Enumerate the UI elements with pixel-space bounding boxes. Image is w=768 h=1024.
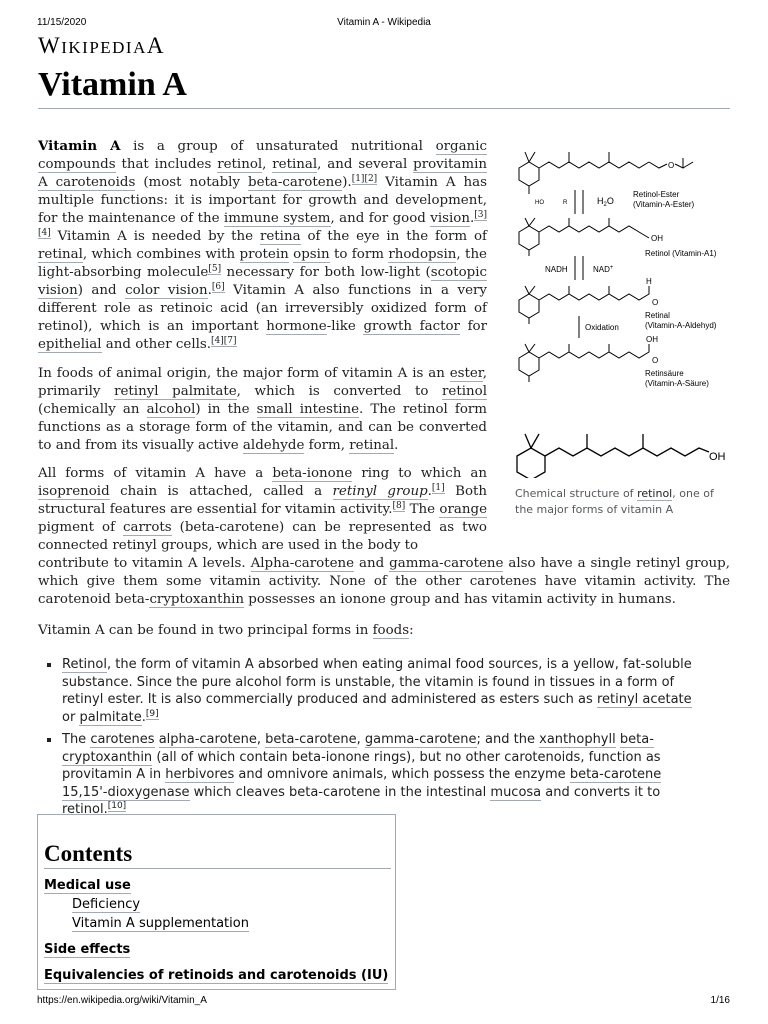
link-retina[interactable]: retina	[259, 229, 301, 244]
text: The	[62, 732, 91, 747]
link-orange[interactable]: orange	[439, 502, 487, 517]
toc-label: Medical use	[44, 878, 131, 893]
link-scotopic-vision[interactable]: scotopic vision	[38, 265, 487, 298]
text: , one of the major forms of vitamin A	[515, 487, 714, 516]
print-date: 11/15/2020	[37, 17, 87, 28]
link-color-vision[interactable]: color vision	[125, 283, 208, 298]
toc-label: Side effects	[44, 942, 131, 957]
print-header	[0, 17, 768, 31]
figure-label: NAD	[593, 265, 610, 274]
text: ,	[256, 732, 266, 747]
text: Vitamin A can be found in two principal forms in	[38, 623, 373, 638]
figure-label: O	[606, 196, 614, 206]
ref-3[interactable]: [3]	[474, 210, 487, 220]
ref-5[interactable]: [5]	[208, 264, 222, 274]
text: , the light-absorbing molecule	[38, 247, 487, 280]
text: (beta-carotene) can be represented as two connected retinyl groups, which are used in the body to	[38, 520, 487, 553]
link-beta-ionone[interactable]: beta-ionone	[272, 466, 353, 481]
ref-9[interactable]: [9]	[145, 708, 159, 719]
text: .	[207, 283, 212, 298]
figure-label: O	[652, 298, 659, 307]
figure-label	[593, 265, 614, 274]
link-alpha-carotene[interactable]: Alpha-carotene	[250, 556, 355, 571]
text: ,	[262, 157, 273, 172]
link-dioxygenase[interactable]: beta-carotene 15,15'-dioxygenase	[62, 767, 662, 800]
text: and	[354, 556, 390, 571]
text: (all of which contain beta-ionone rings), but no other carotenoids, function as provitamin A in	[62, 749, 661, 782]
page-title: Vitamin A	[38, 66, 187, 103]
text: and other cells.	[101, 337, 212, 352]
wikipedia-logo[interactable]	[38, 33, 165, 59]
text: pigment of	[38, 520, 124, 535]
text: ; and the	[476, 732, 540, 747]
bullet-icon	[47, 738, 51, 742]
list-item	[38, 731, 693, 819]
toc-item-supplementation[interactable]	[44, 914, 389, 933]
text: necessary for both low-light (	[221, 265, 431, 280]
link-cryptoxanthin[interactable]: cryptoxanthin	[149, 592, 244, 607]
bullet-icon	[47, 663, 51, 667]
logo-letter-a: A	[146, 33, 165, 58]
text: chain is attached, called a	[109, 484, 333, 499]
ref-1[interactable]: [1]	[431, 483, 445, 493]
link-alcohol[interactable]: alcohol	[146, 402, 196, 417]
link-retinal[interactable]: retinal	[38, 247, 83, 262]
link-rhodopsin[interactable]: rhodopsin	[388, 247, 457, 262]
link-beta-cryptoxanthin[interactable]: beta-cryptoxanthin	[62, 732, 654, 765]
text: :	[409, 623, 414, 638]
ref-7[interactable]: [7]	[223, 336, 237, 346]
figure-label: OH	[646, 335, 658, 344]
figure-label: R	[563, 200, 568, 206]
toc-label: Deficiency	[72, 897, 141, 912]
text: Both structural features are essential for vitamin activity.	[38, 484, 488, 517]
text: , primarily	[38, 366, 487, 399]
figure-label: (Vitamin-A-Säure)	[645, 379, 709, 388]
text: ) in the	[195, 402, 257, 417]
link-herbivores[interactable]: herbivores	[165, 767, 235, 782]
link-aldehyde[interactable]: aldehyde	[242, 438, 305, 453]
text: .	[427, 484, 432, 499]
link-carrots[interactable]: carrots	[123, 520, 172, 535]
figure-caption	[515, 486, 730, 518]
ref-8[interactable]: [8]	[392, 501, 406, 511]
ref-2[interactable]: [2]	[364, 174, 378, 184]
intro-paragraph	[38, 137, 487, 354]
figure-label: O	[652, 356, 659, 365]
link-organic-compounds[interactable]: organic compounds	[38, 139, 487, 172]
text: , the form of vitamin A absorbed when eating animal food sources, is a yellow, fat-soluble substance. Since the pure alcohol form is unstable, the vitamin is found in tissues in a form of retinyl ester. It is also commercially produced and administered as esters such as	[62, 657, 692, 707]
text: . The retinol form functions as a storage form of the vitamin, and can be converted to and from its visually active	[38, 402, 487, 453]
ref-4[interactable]: [4]	[211, 336, 224, 346]
link-small-intestine[interactable]: small intestine	[256, 402, 360, 417]
text: that includes	[115, 157, 218, 172]
text: ) and	[77, 283, 126, 298]
figure-label: Retinol (Vitamin-A1)	[645, 249, 717, 258]
link-ester[interactable]: ester	[449, 366, 483, 381]
link-vision[interactable]: vision	[430, 211, 470, 226]
figure-label: H	[597, 196, 604, 206]
logo-letter-w: W	[38, 33, 62, 58]
text: (chemically an	[38, 402, 147, 417]
paragraph-narrow-part	[38, 465, 487, 555]
link-gamma-carotene[interactable]: gamma-carotene	[364, 732, 477, 747]
toc-label: Vitamin A supplementation	[72, 916, 249, 931]
toc-item-medical-use[interactable]	[44, 876, 389, 895]
text: , which is converted to	[236, 384, 443, 399]
retinoic-acid-molecule	[519, 344, 649, 382]
figure-label: Oxidation	[585, 323, 619, 332]
figure-label: 2	[603, 202, 607, 208]
text: is a group of unsaturated nutritional	[120, 139, 436, 154]
title-divider	[38, 108, 730, 109]
list-item	[38, 656, 693, 726]
text: Vitamin A is needed by the	[50, 229, 260, 244]
text: The	[405, 502, 440, 517]
logo-letters: IKIPEDIA	[61, 38, 147, 57]
text: contribute to vitamin A levels.	[38, 556, 251, 571]
chemical-structures-figure[interactable]	[505, 138, 735, 478]
link-retinol[interactable]: retinol	[442, 384, 487, 399]
text: , and several	[317, 157, 414, 172]
text: to form	[329, 247, 389, 262]
text: ).	[342, 175, 352, 190]
link-retinal[interactable]: retinal	[349, 438, 395, 453]
text: .	[141, 709, 146, 725]
figure-label: NADH	[545, 265, 568, 274]
figure-label: OH	[709, 451, 726, 463]
figure-label	[597, 196, 614, 208]
text: , and for good	[330, 211, 431, 226]
link-palmitate[interactable]: palmitate	[79, 709, 142, 725]
figure-label: HO	[535, 200, 544, 206]
text: (most notably	[135, 175, 249, 190]
animal-origin-paragraph	[38, 365, 487, 455]
link-retinyl-group[interactable]: retinyl group	[332, 484, 428, 499]
ref-10[interactable]: [10]	[107, 801, 127, 811]
structure-diagram	[505, 138, 735, 478]
table-of-contents	[37, 814, 396, 990]
retinal-molecule	[519, 286, 649, 324]
figure-label: O	[668, 161, 675, 170]
text: , which combines with	[82, 247, 240, 262]
ref-1[interactable]: [1]	[351, 174, 365, 184]
toc-title: Contents	[44, 841, 391, 869]
toc-label: Equivalencies of retinoids and carotenoids (IU)	[44, 968, 389, 983]
text: Vitamin A has multiple functions: it is important for growth and development, for the maintenance of the	[38, 175, 487, 226]
link-protein[interactable]: protein	[239, 247, 289, 262]
text: ,	[356, 732, 365, 747]
link-beta-carotene[interactable]: beta-carotene	[248, 175, 343, 190]
link-provitamin-a[interactable]: provitamin A carotenoids	[38, 157, 487, 190]
link-beta-carotene[interactable]: beta-carotene	[265, 732, 357, 747]
link-foods[interactable]: foods	[372, 623, 410, 638]
text: possesses an ionone group and has vitamin activity in humans.	[244, 592, 676, 607]
text: or	[62, 709, 80, 725]
link-retinyl-palmitate[interactable]: retinyl palmitate	[114, 384, 237, 399]
link-opsin[interactable]: opsin	[293, 247, 330, 262]
link-gamma-carotene[interactable]: gamma-carotene	[389, 556, 504, 571]
text: of the eye in the form of	[300, 229, 487, 244]
text: All forms of vitamin A have a	[38, 466, 273, 481]
page-number: 1/16	[710, 995, 730, 1006]
bold-term: Vitamin A	[38, 138, 121, 154]
text: form,	[304, 438, 350, 453]
link-carotenes[interactable]: carotenes	[90, 732, 155, 747]
text: .	[394, 438, 399, 453]
toc-item-deficiency[interactable]	[44, 895, 389, 914]
link-epithelial[interactable]: epithelial	[38, 337, 102, 352]
link-retinol[interactable]: Retinol	[62, 657, 107, 672]
text: which cleaves beta-carotene in the intestinal	[189, 784, 491, 800]
text: Vitamin A also functions in a very different role as retinoic acid (an irreversibly oxidized form of retinol), which is an important	[38, 283, 487, 334]
figure-label: Retinsäure	[645, 369, 684, 378]
link-hormone[interactable]: hormone	[266, 319, 327, 334]
figure-label: OH	[651, 234, 663, 243]
link-retinyl-acetate[interactable]: retinyl acetate	[596, 692, 692, 707]
link-retinol[interactable]: retinol	[637, 487, 673, 500]
retinol-molecule	[519, 218, 649, 256]
figure-label: H	[646, 277, 652, 286]
text: ring to which an	[352, 466, 487, 481]
print-url: https://en.wikipedia.org/wiki/Vitamin_A	[37, 995, 207, 1006]
text: In foods of animal origin, the major form of vitamin A is an	[38, 366, 450, 381]
link-isoprenoid[interactable]: isoprenoid	[38, 484, 110, 499]
toc-item-equivalencies[interactable]	[44, 966, 389, 985]
link-immune-system[interactable]: immune system	[223, 211, 331, 226]
link-retinal[interactable]: retinal	[272, 157, 318, 172]
text: .	[469, 211, 475, 226]
figure-label: (Vitamin-A-Ester)	[633, 200, 695, 209]
text: for	[459, 319, 487, 334]
link-mucosa[interactable]: mucosa	[490, 784, 542, 800]
retinol-ester-molecule	[519, 152, 693, 194]
toc-item-side-effects[interactable]	[44, 940, 389, 959]
text: and converts it to retinol.	[62, 784, 661, 817]
figure-label: (Vitamin-A-Aldehyd)	[645, 321, 717, 330]
forms-list	[38, 656, 693, 824]
text: also have a single retinyl group, which give them some vitamin activity. None of the other carotenes have vitamin activity. The carotenoid beta-	[38, 556, 730, 607]
figure-label: +	[609, 265, 614, 271]
figure-label: Retinal	[645, 311, 670, 320]
text: Chemical structure of	[515, 487, 638, 500]
link-xanthophyll[interactable]: xanthophyll	[539, 732, 616, 747]
link-retinol[interactable]: retinol	[217, 157, 263, 172]
ref-4[interactable]: [4]	[38, 228, 51, 238]
text: and omnivore animals, which possess the enzyme	[234, 767, 570, 782]
retinol-large-molecule	[517, 434, 709, 478]
ref-6[interactable]: [6]	[211, 282, 225, 292]
link-alpha-carotene[interactable]: alpha-carotene	[158, 732, 257, 747]
principal-forms-paragraph	[38, 622, 730, 640]
print-title: Vitamin A - Wikipedia	[337, 17, 431, 28]
link-growth-factor[interactable]: growth factor	[363, 319, 460, 334]
figure-label: Retinol-Ester	[633, 190, 680, 199]
text: -like	[326, 319, 364, 334]
